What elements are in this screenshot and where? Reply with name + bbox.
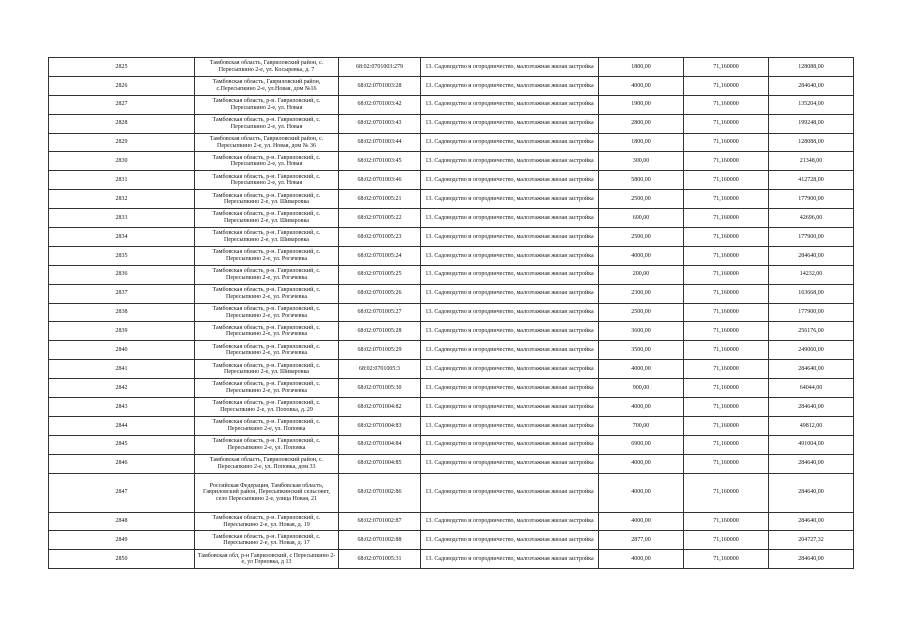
- land-use-category-cell: 13. Садоводство и огородничество, малоэтажная жилая застройка: [421, 473, 599, 512]
- specific-value-cell: 71,160000: [684, 512, 769, 531]
- row-number-cell: 2833: [49, 209, 195, 228]
- land-use-category-cell: 13. Садоводство и огородничество, малоэтажная жилая застройка: [421, 228, 599, 247]
- specific-value-cell: 71,160000: [684, 454, 769, 473]
- land-use-category-cell: 13. Садоводство и огородничество, малоэтажная жилая застройка: [421, 512, 599, 531]
- row-number-cell: 2843: [49, 398, 195, 417]
- specific-value-cell: 71,160000: [684, 76, 769, 95]
- address-cell: Тамбовская область, р-н. Гавриловский, с. Пересыпкино 2-е, ул. Рогачевка: [195, 303, 339, 322]
- cadastral-number-cell: 68:02:0701003:28: [339, 76, 421, 95]
- cadastral-number-cell: 68:02:0701003:279: [339, 58, 421, 77]
- area-cell: 4000,00: [599, 454, 684, 473]
- specific-value-cell: 71,160000: [684, 95, 769, 114]
- cadastral-number-cell: 68:02:0701002:87: [339, 512, 421, 531]
- specific-value-cell: 71,160000: [684, 322, 769, 341]
- land-use-category-cell: 13. Садоводство и огородничество, малоэтажная жилая застройка: [421, 190, 599, 209]
- specific-value-cell: 71,160000: [684, 550, 769, 569]
- specific-value-cell: 71,160000: [684, 435, 769, 454]
- land-use-category-cell: 13. Садоводство и огородничество, малоэтажная жилая застройка: [421, 322, 599, 341]
- land-use-category-cell: 13. Садоводство и огородничество, малоэтажная жилая застройка: [421, 76, 599, 95]
- land-use-category-cell: 13. Садоводство и огородничество, малоэтажная жилая застройка: [421, 114, 599, 133]
- row-number-cell: 2827: [49, 95, 195, 114]
- cadastral-value-cell: 135204,00: [769, 95, 854, 114]
- land-use-category-cell: 13. Садоводство и огородничество, малоэтажная жилая застройка: [421, 265, 599, 284]
- specific-value-cell: 71,160000: [684, 152, 769, 171]
- table-row: [49, 360, 854, 379]
- cadastral-number-cell: 68:02:0701004:84: [339, 435, 421, 454]
- cadastral-value-cell: 491004,00: [769, 435, 854, 454]
- area-cell: 4000,00: [599, 398, 684, 417]
- address-cell: Тамбовская область, р-н. Гавриловский, с. Пересыпкино 2-е, ул. Новая, д. 19: [195, 512, 339, 531]
- cadastral-value-cell: 177900,00: [769, 228, 854, 247]
- row-number-cell: 2847: [49, 473, 195, 512]
- specific-value-cell: 71,160000: [684, 58, 769, 77]
- table-row: [49, 284, 854, 303]
- specific-value-cell: 71,160000: [684, 398, 769, 417]
- cadastral-value-cell: 199248,00: [769, 114, 854, 133]
- land-use-category-cell: 13. Садоводство и огородничество, малоэтажная жилая застройка: [421, 133, 599, 152]
- table-row: [49, 379, 854, 398]
- table-row: [49, 454, 854, 473]
- address-cell: Тамбовская область, Гавриловский район, с. Пересыпкино 2-е, ул. Новая, дом № 36: [195, 133, 339, 152]
- cadastral-number-cell: 68:02:0701005:29: [339, 341, 421, 360]
- row-number-cell: 2836: [49, 265, 195, 284]
- area-cell: 200,00: [599, 265, 684, 284]
- cadastral-value-cell: 412728,00: [769, 171, 854, 190]
- row-number-cell: 2846: [49, 454, 195, 473]
- row-number-cell: 2832: [49, 190, 195, 209]
- address-cell: Тамбовская область, р-н. Гавриловский, с. Пересыпкино 2-е, ул. Поповка, д. 29: [195, 398, 339, 417]
- area-cell: 1900,00: [599, 95, 684, 114]
- area-cell: 2300,00: [599, 284, 684, 303]
- land-use-category-cell: 13. Садоводство и огородничество, малоэтажная жилая застройка: [421, 416, 599, 435]
- address-cell: Тамбовская область, р-н. Гавриловский, с. Пересыпкино 2-е, ул. Новая: [195, 152, 339, 171]
- land-use-category-cell: 13. Садоводство и огородничество, малоэтажная жилая застройка: [421, 550, 599, 569]
- row-number-cell: 2839: [49, 322, 195, 341]
- land-use-category-cell: 13. Садоводство и огородничество, малоэтажная жилая застройка: [421, 303, 599, 322]
- specific-value-cell: 71,160000: [684, 133, 769, 152]
- area-cell: 3600,00: [599, 322, 684, 341]
- specific-value-cell: 71,160000: [684, 341, 769, 360]
- cadastral-number-cell: 68:02:0701005:23: [339, 228, 421, 247]
- cadastral-value-cell: 284640,00: [769, 454, 854, 473]
- cadastral-number-cell: 68:02:0701004:85: [339, 454, 421, 473]
- address-cell: Тамбовская обл, р-н Гавриловский, с Пересыпкино 2-е, ул Горновка, д 13: [195, 550, 339, 569]
- table-row: [49, 190, 854, 209]
- table-row: [49, 303, 854, 322]
- address-cell: Тамбовская область, р-н. Гавриловский, с. Пересыпкино 2-е, ул. Шиваровка: [195, 190, 339, 209]
- area-cell: 900,00: [599, 379, 684, 398]
- area-cell: 2500,00: [599, 228, 684, 247]
- row-number-cell: 2842: [49, 379, 195, 398]
- specific-value-cell: 71,160000: [684, 416, 769, 435]
- row-number-cell: 2838: [49, 303, 195, 322]
- row-number-cell: 2834: [49, 228, 195, 247]
- cadastral-number-cell: 68:02:0701003:46: [339, 171, 421, 190]
- area-cell: 4000,00: [599, 512, 684, 531]
- cadastral-value-cell: 204727,32: [769, 531, 854, 550]
- land-use-category-cell: 13. Садоводство и огородничество, малоэтажная жилая застройка: [421, 171, 599, 190]
- land-use-category-cell: 13. Садоводство и огородничество, малоэтажная жилая застройка: [421, 246, 599, 265]
- cadastral-number-cell: 68:02:0701005:28: [339, 322, 421, 341]
- address-cell: Российская Федерация, Тамбовская область, Гавриловский район, Пересыпкинский сельсовет, село Пересыпкино 2-е, улица Новая, 21: [195, 473, 339, 512]
- area-cell: 4000,00: [599, 360, 684, 379]
- cadastral-value-cell: 284640,00: [769, 473, 854, 512]
- address-cell: Тамбовская область, р-н. Гавриловский, с. Пересыпкино 2-е, ул. Рогачевка: [195, 284, 339, 303]
- row-number-cell: 2837: [49, 284, 195, 303]
- area-cell: 700,00: [599, 416, 684, 435]
- specific-value-cell: 71,160000: [684, 473, 769, 512]
- area-cell: 4000,00: [599, 76, 684, 95]
- cadastral-number-cell: 68:02:0701005:24: [339, 246, 421, 265]
- specific-value-cell: 71,160000: [684, 284, 769, 303]
- table-row: [49, 531, 854, 550]
- land-use-category-cell: 13. Садоводство и огородничество, малоэтажная жилая застройка: [421, 284, 599, 303]
- table-row: [49, 512, 854, 531]
- cadastral-value-cell: 177900,00: [769, 303, 854, 322]
- address-cell: Тамбовская область, р-н. Гавриловский, с. Пересыпкино 2-е, ул. Поповка: [195, 435, 339, 454]
- cadastral-value-cell: 42696,00: [769, 209, 854, 228]
- table-row: [49, 416, 854, 435]
- cadastral-number-cell: 68:02:0701005:27: [339, 303, 421, 322]
- address-cell: Тамбовская область, Гавриловский район, с. Пересыпкино 2-е, ул. Поповка, дом 33: [195, 454, 339, 473]
- address-cell: Тамбовская область, р-н. Гавриловский, с. Пересыпкино 2-е, ул. Новая, д. 17: [195, 531, 339, 550]
- table-row: [49, 114, 854, 133]
- row-number-cell: 2844: [49, 416, 195, 435]
- row-number-cell: 2845: [49, 435, 195, 454]
- cadastral-value-cell: 284640,00: [769, 398, 854, 417]
- row-number-cell: 2825: [49, 58, 195, 77]
- cadastral-number-cell: 68:02:0701005:30: [339, 379, 421, 398]
- cadastral-number-cell: 68:02:0701005:21: [339, 190, 421, 209]
- table-row: [49, 341, 854, 360]
- area-cell: 600,00: [599, 209, 684, 228]
- cadastral-number-cell: 68:02:0701004:82: [339, 398, 421, 417]
- area-cell: 2500,00: [599, 303, 684, 322]
- address-cell: Тамбовская область, р-н. Гавриловский, с. Пересыпкино 2-е, ул. Рогачевка: [195, 265, 339, 284]
- table-row: [49, 133, 854, 152]
- cadastral-value-cell: 128088,00: [769, 58, 854, 77]
- row-number-cell: 2831: [49, 171, 195, 190]
- land-use-category-cell: 13. Садоводство и огородничество, малоэтажная жилая застройка: [421, 209, 599, 228]
- row-number-cell: 2849: [49, 531, 195, 550]
- cadastral-number-cell: 68:02:0701004:83: [339, 416, 421, 435]
- address-cell: Тамбовская область, р-н. Гавриловский, с. Пересыпкино 2-е, ул. Рогачевка: [195, 379, 339, 398]
- table-row: [49, 152, 854, 171]
- address-cell: Тамбовская область, р-н. Гавриловский, с. Пересыпкино 2-е, ул. Шиваровка: [195, 360, 339, 379]
- address-cell: Тамбовская область, р-н. Гавриловский, с. Пересыпкино 2-е, ул. Новая: [195, 171, 339, 190]
- address-cell: Тамбовская область, р-н. Гавриловский, с. Пересыпкино 2-е, ул. Шиваровка: [195, 209, 339, 228]
- specific-value-cell: 71,160000: [684, 265, 769, 284]
- address-cell: Тамбовская область, р-н. Гавриловский, с. Пересыпкино 2-е, ул. Рогачевка: [195, 341, 339, 360]
- specific-value-cell: 71,160000: [684, 360, 769, 379]
- specific-value-cell: 71,160000: [684, 303, 769, 322]
- cadastral-number-cell: 68:02:0701005:25: [339, 265, 421, 284]
- row-number-cell: 2835: [49, 246, 195, 265]
- row-number-cell: 2826: [49, 76, 195, 95]
- cadastral-number-cell: 68:02:0701002:86: [339, 473, 421, 512]
- land-use-category-cell: 13. Садоводство и огородничество, малоэтажная жилая застройка: [421, 531, 599, 550]
- table-row: [49, 435, 854, 454]
- cadastral-number-cell: 68:02:0701003:43: [339, 114, 421, 133]
- table-row: [49, 95, 854, 114]
- address-cell: Тамбовская область, Гавриловский район, с.Пересыпкино 2-е, ул.Новая, дом №16: [195, 76, 339, 95]
- table-row: [49, 246, 854, 265]
- table-body: [49, 58, 854, 569]
- area-cell: 4000,00: [599, 473, 684, 512]
- land-use-category-cell: 13. Садоводство и огородничество, малоэтажная жилая застройка: [421, 379, 599, 398]
- table-row: [49, 550, 854, 569]
- address-cell: Тамбовская область, Гавриловский район, с. Пересыпкино 2-е, ул. Косыревка, д. 7: [195, 58, 339, 77]
- area-cell: 4000,00: [599, 550, 684, 569]
- land-use-category-cell: 13. Садоводство и огородничество, малоэтажная жилая застройка: [421, 398, 599, 417]
- cadastral-value-cell: 21348,00: [769, 152, 854, 171]
- address-cell: Тамбовская область, р-н. Гавриловский, с. Пересыпкино 2-е, ул. Рогачевка: [195, 322, 339, 341]
- cadastral-value-cell: 284640,00: [769, 512, 854, 531]
- row-number-cell: 2841: [49, 360, 195, 379]
- land-use-category-cell: 13. Садоводство и огородничество, малоэтажная жилая застройка: [421, 95, 599, 114]
- table-row: [49, 322, 854, 341]
- table-row: [49, 76, 854, 95]
- cadastral-value-cell: 249060,00: [769, 341, 854, 360]
- cadastral-value-cell: 64044,00: [769, 379, 854, 398]
- specific-value-cell: 71,160000: [684, 209, 769, 228]
- specific-value-cell: 71,160000: [684, 114, 769, 133]
- specific-value-cell: 71,160000: [684, 246, 769, 265]
- cadastral-value-cell: 14232,00: [769, 265, 854, 284]
- cadastral-number-cell: 68:02:0701005:31: [339, 550, 421, 569]
- area-cell: 300,00: [599, 152, 684, 171]
- cadastral-value-cell: 49812,00: [769, 416, 854, 435]
- row-number-cell: 2828: [49, 114, 195, 133]
- cadastral-number-cell: 68:02:0701005:26: [339, 284, 421, 303]
- area-cell: 3500,00: [599, 341, 684, 360]
- address-cell: Тамбовская область, р-н. Гавриловский, с. Пересыпкино 2-е, ул. Новая: [195, 114, 339, 133]
- cadastral-number-cell: 68:02:0701005:3: [339, 360, 421, 379]
- area-cell: 2877,00: [599, 531, 684, 550]
- row-number-cell: 2850: [49, 550, 195, 569]
- cadastral-value-cell: 256176,00: [769, 322, 854, 341]
- address-cell: Тамбовская область, р-н. Гавриловский, с. Пересыпкино 2-е, ул. Шиваровка: [195, 228, 339, 247]
- land-use-category-cell: 13. Садоводство и огородничество, малоэтажная жилая застройка: [421, 435, 599, 454]
- cadastral-value-cell: 284640,00: [769, 550, 854, 569]
- cadastral-number-cell: 68:02:0701003:44: [339, 133, 421, 152]
- address-cell: Тамбовская область, р-н. Гавриловский, с. Пересыпкино 2-е, ул. Новая: [195, 95, 339, 114]
- land-use-category-cell: 13. Садоводство и огородничество, малоэтажная жилая застройка: [421, 341, 599, 360]
- cadastral-number-cell: 68:02:0701003:45: [339, 152, 421, 171]
- cadastral-value-table: [48, 57, 854, 569]
- table-row: [49, 228, 854, 247]
- area-cell: 6900,00: [599, 435, 684, 454]
- area-cell: 1800,00: [599, 133, 684, 152]
- land-use-category-cell: 13. Садоводство и огородничество, малоэтажная жилая застройка: [421, 152, 599, 171]
- address-cell: Тамбовская область, р-н. Гавриловский, с. Пересыпкино 2-е, ул. Рогачевка: [195, 246, 339, 265]
- table-row: [49, 171, 854, 190]
- table-row: [49, 473, 854, 512]
- area-cell: 5800,00: [599, 171, 684, 190]
- cadastral-number-cell: 68:02:0701005:22: [339, 209, 421, 228]
- area-cell: 2800,00: [599, 114, 684, 133]
- row-number-cell: 2848: [49, 512, 195, 531]
- cadastral-value-cell: 284640,00: [769, 76, 854, 95]
- land-use-category-cell: 13. Садоводство и огородничество, малоэтажная жилая застройка: [421, 58, 599, 77]
- specific-value-cell: 71,160000: [684, 190, 769, 209]
- area-cell: 2500,00: [599, 190, 684, 209]
- address-cell: Тамбовская область, р-н. Гавриловский, с. Пересыпкино 2-е, ул. Поповка: [195, 416, 339, 435]
- specific-value-cell: 71,160000: [684, 531, 769, 550]
- cadastral-value-cell: 163668,00: [769, 284, 854, 303]
- specific-value-cell: 71,160000: [684, 379, 769, 398]
- cadastral-value-cell: 128088,00: [769, 133, 854, 152]
- cadastral-value-cell: 284640,00: [769, 360, 854, 379]
- cadastral-number-cell: 68:02:0701003:42: [339, 95, 421, 114]
- table-row: [49, 209, 854, 228]
- row-number-cell: 2830: [49, 152, 195, 171]
- cadastral-number-cell: 68:02:0701002:88: [339, 531, 421, 550]
- cadastral-value-cell: 177900,00: [769, 190, 854, 209]
- land-use-category-cell: 13. Садоводство и огородничество, малоэтажная жилая застройка: [421, 360, 599, 379]
- area-cell: 4000,00: [599, 246, 684, 265]
- row-number-cell: 2840: [49, 341, 195, 360]
- specific-value-cell: 71,160000: [684, 171, 769, 190]
- cadastral-value-cell: 284640,00: [769, 246, 854, 265]
- table-row: [49, 265, 854, 284]
- row-number-cell: 2829: [49, 133, 195, 152]
- land-use-category-cell: 13. Садоводство и огородничество, малоэтажная жилая застройка: [421, 454, 599, 473]
- table-row: [49, 398, 854, 417]
- area-cell: 1800,00: [599, 58, 684, 77]
- specific-value-cell: 71,160000: [684, 228, 769, 247]
- table-row: [49, 58, 854, 77]
